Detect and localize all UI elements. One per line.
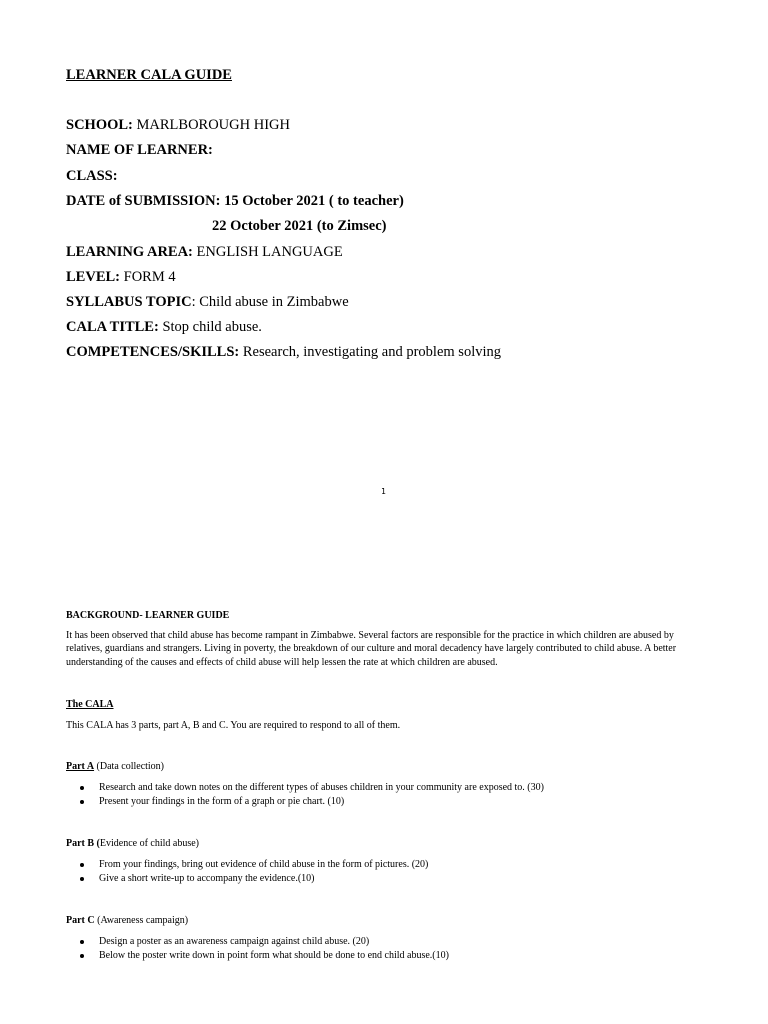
date-of-submission-line [66, 192, 404, 210]
list-item: Present your findings in the form of a graph or pie chart. (10) [66, 795, 544, 809]
learning-area-value: ENGLISH LANGUAGE [192, 244, 343, 260]
background-heading: BACKGROUND- LEARNER GUIDE [66, 610, 230, 621]
part-a-label: Part A [66, 761, 95, 772]
part-b-subtitle: Evidence of child abuse) [99, 838, 200, 849]
part-b-label: Part B ( [66, 838, 100, 849]
part-b-list [66, 858, 428, 886]
syllabus-topic-line [66, 293, 349, 311]
part-c-list [66, 935, 449, 963]
syllabus-topic-label: SYLLABUS TOPIC [66, 294, 192, 310]
part-a-heading [66, 760, 164, 773]
school-line [66, 116, 290, 134]
background-paragraph: It has been observed that child abuse has become rampant in Zimbabwe. Several factors are responsible for the practice in which children are abused by relatives, guardians and strangers. Living in poverty, the breakdown of our culture and moral decadency have largely contributed to child abuse. A better understanding of the causes and effects of child abuse will help lessen the rate at which children are abused. [66, 630, 677, 668]
part-a-list [66, 781, 544, 809]
part-c-heading [66, 914, 188, 927]
list-item: Design a poster as an awareness campaign against child abuse. (20) [66, 935, 449, 949]
name-of-learner-label: NAME OF LEARNER: [66, 142, 213, 158]
learning-area-label: LEARNING AREA: [66, 244, 193, 260]
cala-description: This CALA has 3 parts, part A, B and C. You are required to respond to all of them. [66, 720, 401, 731]
class-label: CLASS: [66, 168, 118, 184]
cala-heading: The CALA [66, 699, 114, 710]
school-value: MARLBOROUGH HIGH [132, 117, 290, 133]
level-value: FORM 4 [120, 269, 176, 285]
competences-value: Research, investigating and problem solving [239, 344, 502, 360]
competences-label: COMPETENCES/SKILLS: [66, 344, 240, 360]
part-b-heading [66, 837, 199, 850]
page-number: 1 [381, 487, 386, 496]
document-title: LEARNER CALA GUIDE [66, 67, 232, 83]
part-c-label: Part C [66, 915, 95, 926]
date-of-submission-label: DATE of SUBMISSION: [66, 193, 225, 209]
part-c-subtitle: (Awareness campaign) [94, 915, 189, 926]
cala-title-label: CALA TITLE: [66, 319, 159, 335]
date-zimsec: 22 October 2021 (to Zimsec) [212, 218, 387, 234]
level-label: LEVEL: [66, 269, 120, 285]
list-item: Give a short write-up to accompany the evidence.(10) [66, 872, 428, 886]
list-item: Below the poster write down in point form what should be done to end child abuse.(10) [66, 949, 449, 963]
cala-title-value: Stop child abuse. [158, 319, 262, 335]
level-line [66, 268, 176, 286]
list-item: From your findings, bring out evidence of child abuse in the form of pictures. (20) [66, 858, 428, 872]
cala-title-line [66, 318, 262, 336]
syllabus-topic-value: : Child abuse in Zimbabwe [191, 294, 349, 310]
part-a-subtitle: (Data collection) [94, 761, 165, 772]
learning-area-line [66, 243, 343, 261]
list-item: Research and take down notes on the different types of abuses children in your community are exposed to. (30) [66, 781, 544, 795]
competences-line [66, 343, 501, 361]
school-label: SCHOOL: [66, 117, 133, 133]
date-teacher: 15 October 2021 ( to teacher) [224, 193, 404, 209]
